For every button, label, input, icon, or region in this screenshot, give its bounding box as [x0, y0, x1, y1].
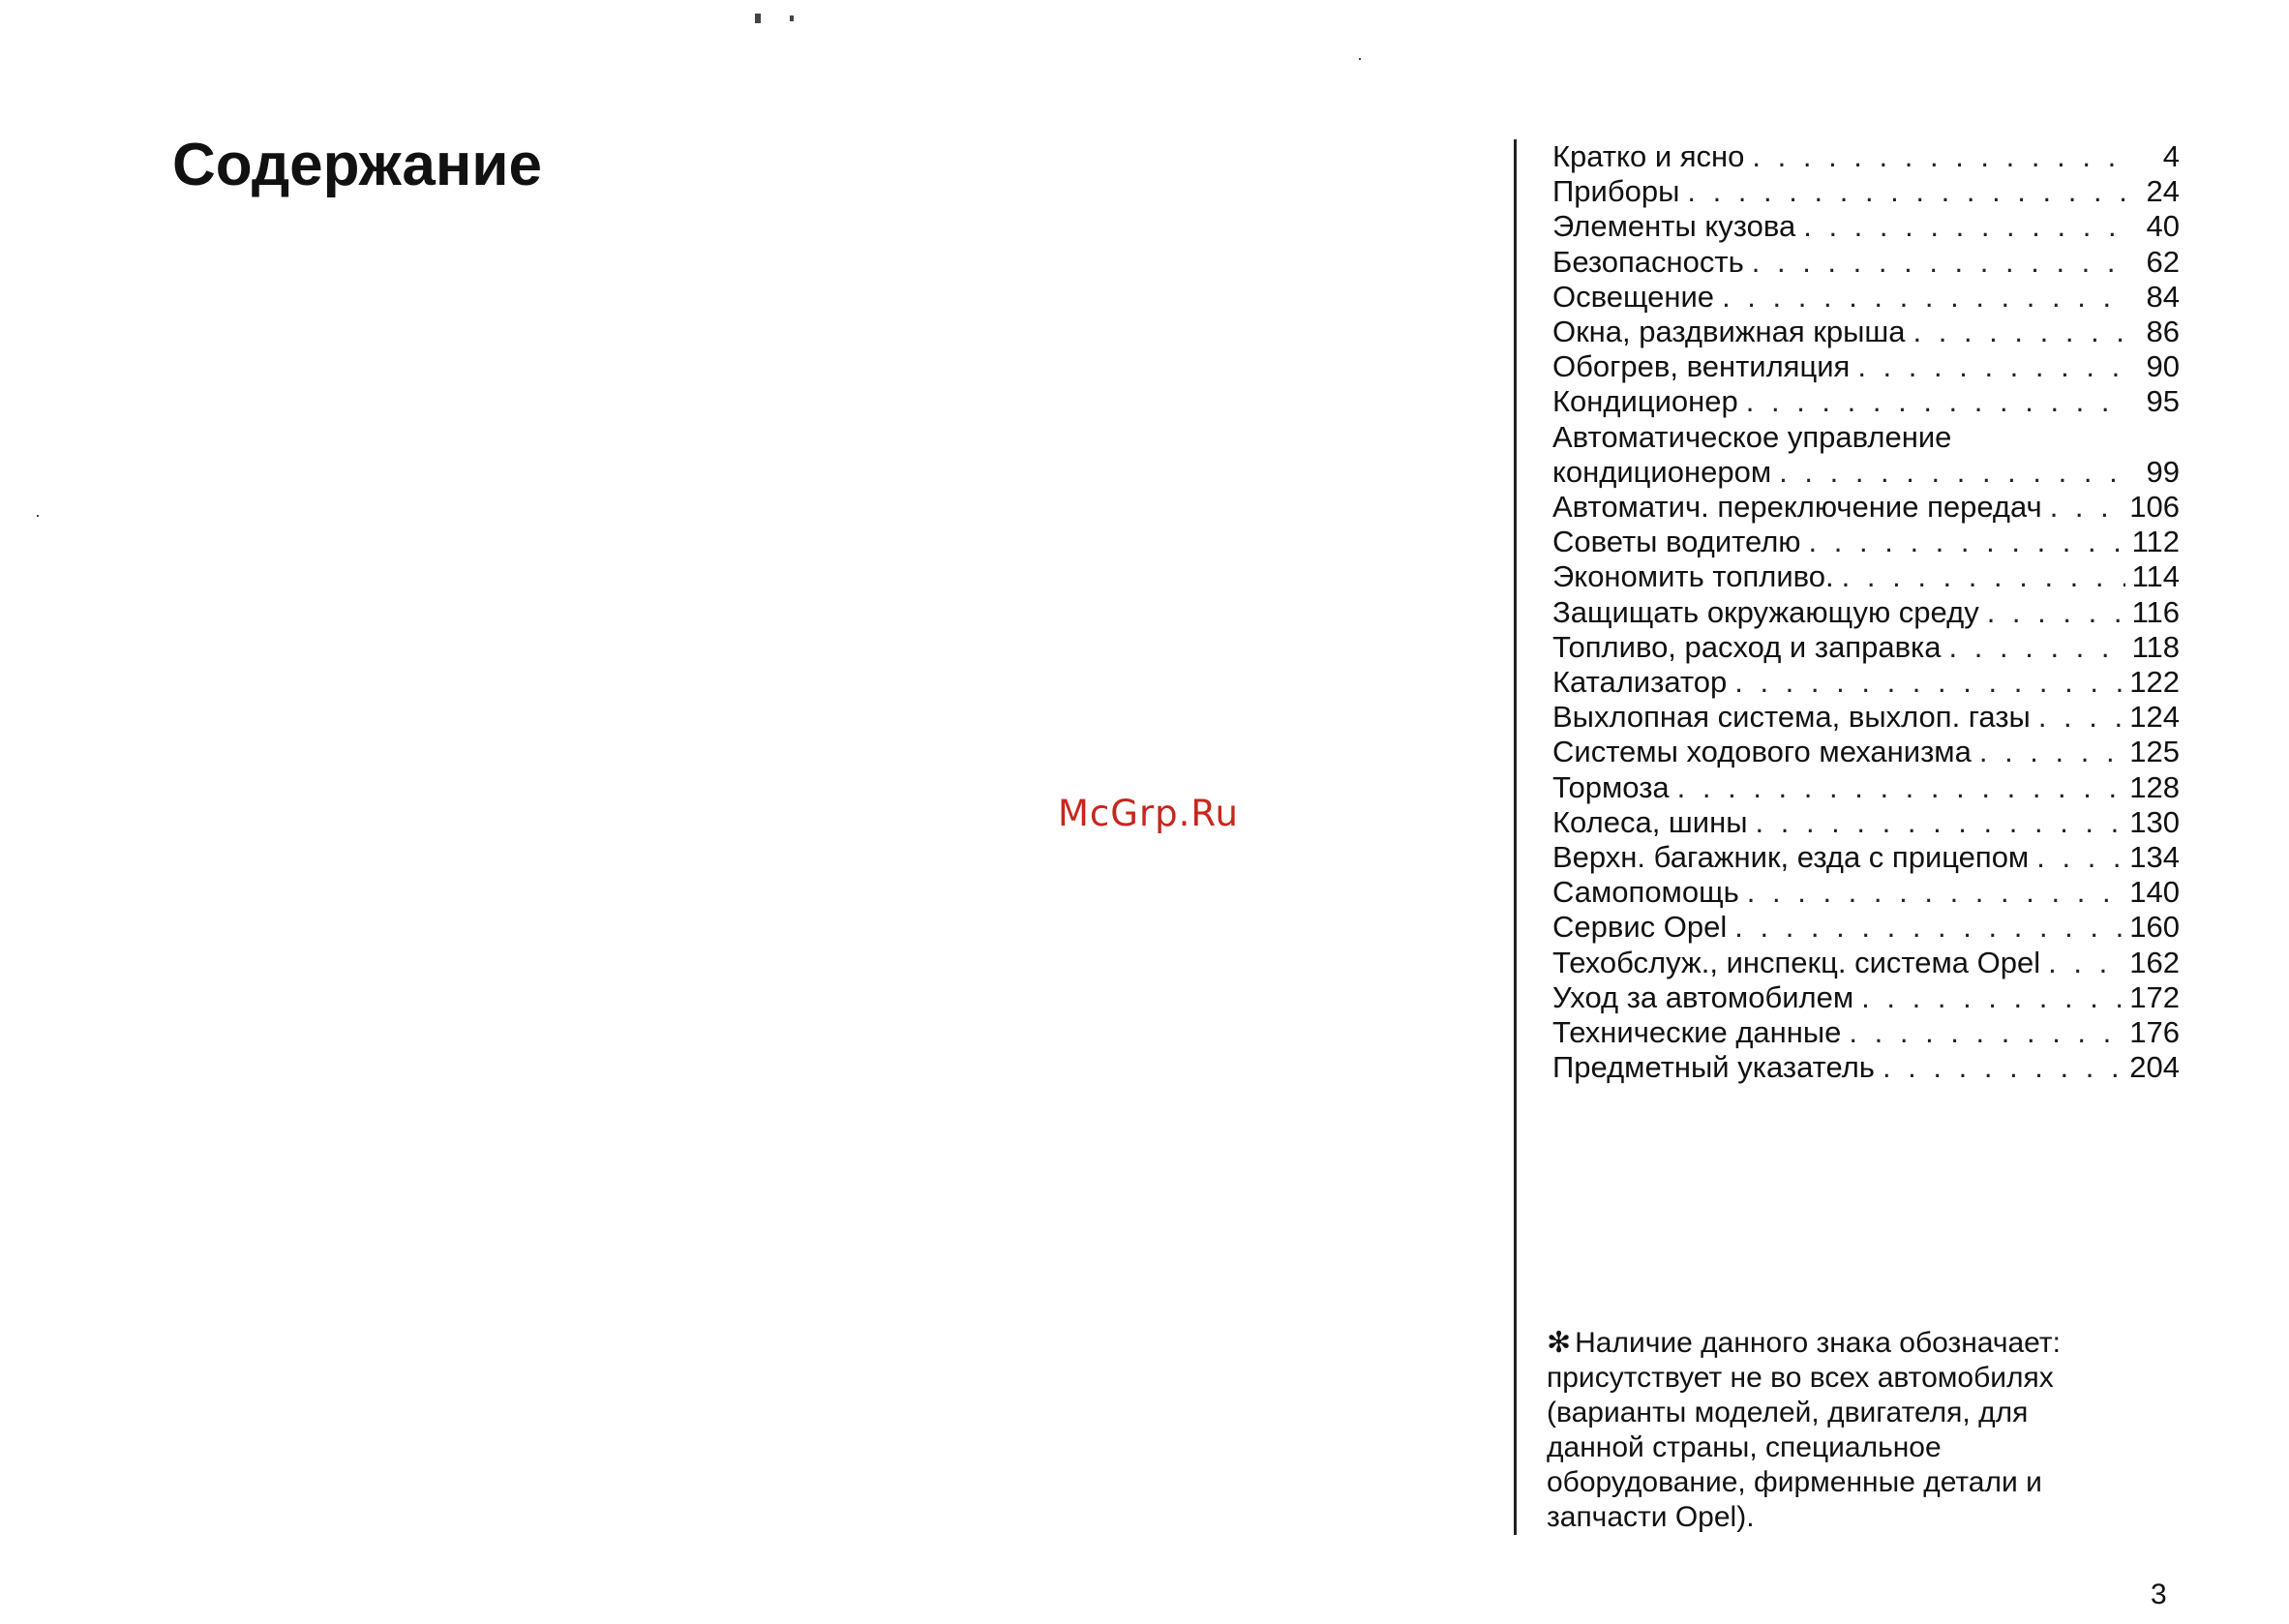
toc-item	[1552, 384, 2180, 419]
toc-item-page: 112	[2131, 525, 2180, 559]
toc-item-title: Топливо, расход и заправка	[1552, 629, 1942, 664]
page-number: 3	[2151, 1579, 2167, 1610]
toc-item-page: 116	[2131, 594, 2180, 629]
dot-leader	[1906, 315, 2126, 349]
toc-item-title: Защищать окружающую среду	[1552, 594, 1979, 629]
toc-item	[1552, 525, 2180, 559]
toc-item-page: 125	[2129, 735, 2180, 769]
footnote-line: (варианты моделей, двигателя, для	[1547, 1397, 2029, 1429]
dot-leader	[1979, 595, 2125, 630]
toc-item-title: Безопасность	[1552, 244, 1744, 279]
dot-leader	[1841, 1015, 2125, 1050]
toc-item-title: Обогрев, вентиляция	[1552, 349, 1851, 384]
toc-item	[1552, 700, 2180, 735]
toc-item-page: 204	[2129, 1050, 2180, 1085]
dot-leader	[1771, 455, 2125, 490]
dot-leader	[1853, 980, 2125, 1015]
page-title: Содержание	[172, 132, 542, 198]
toc-item	[1552, 630, 2180, 665]
toc-item-title: Катализатор	[1552, 665, 1728, 700]
dot-leader	[1727, 665, 2125, 700]
footnote-line: Наличие данного знака обозначает:	[1575, 1327, 2061, 1359]
toc-item-page: 40	[2146, 209, 2180, 244]
toc-item-page: 62	[2146, 244, 2180, 279]
dot-leader	[2042, 490, 2125, 525]
toc-item-title: Техобслуж., инспекц. система Opel	[1552, 945, 2041, 979]
toc-item-page: 140	[2129, 875, 2180, 910]
toc-item-page: 122	[2129, 665, 2180, 700]
toc-item	[1552, 840, 2180, 875]
toc-item-title: Экономить топливо.	[1552, 559, 1834, 594]
toc-item-page: 130	[2129, 804, 2180, 839]
dot-leader	[1795, 209, 2125, 244]
watermark: McGrp.Ru	[1058, 793, 1239, 834]
scan-speck	[790, 15, 794, 21]
toc-item-title: Кратко и ясно	[1552, 139, 1745, 173]
toc-item-title: Технические данные	[1552, 1015, 1842, 1050]
toc-item-title: Колеса, шины	[1552, 804, 1748, 839]
dot-leader	[1670, 770, 2125, 805]
dot-leader	[1727, 910, 2125, 945]
toc-item-page: 95	[2146, 384, 2180, 419]
toc-item	[1552, 174, 2180, 209]
toc-item-page: 134	[2129, 840, 2180, 875]
toc-item-page: 160	[2129, 910, 2180, 945]
footnote	[1547, 1326, 2166, 1535]
dot-leader	[2029, 840, 2125, 875]
toc-item-title: Советы водителю	[1552, 525, 1801, 559]
toc-item	[1552, 875, 2180, 910]
toc-item	[1552, 910, 2180, 945]
dot-leader	[1801, 525, 2125, 559]
toc-item-page: 124	[2129, 700, 2180, 735]
dot-leader	[1850, 349, 2125, 384]
toc-item-title: Выхлопная система, выхлоп. газы	[1552, 700, 2031, 735]
toc-item-page: 86	[2146, 315, 2180, 349]
toc-item	[1552, 349, 2180, 384]
asterisk-icon: ✻	[1547, 1327, 1572, 1359]
table-of-contents	[1552, 139, 2180, 1085]
footnote-line: присутствует не во всех автомобилях	[1547, 1362, 2054, 1394]
dot-leader	[1875, 1050, 2125, 1085]
scan-speck	[755, 14, 761, 23]
toc-item-page: 106	[2129, 490, 2180, 525]
dot-leader	[1972, 735, 2125, 769]
column-divider	[1514, 139, 1517, 1535]
toc-item-title: кондиционером	[1552, 454, 1772, 489]
toc-item-title: Освещение	[1552, 279, 1715, 314]
toc-item	[1552, 280, 2180, 315]
toc-item-title: Сервис Opel	[1552, 910, 1728, 945]
toc-item	[1552, 139, 2180, 174]
dot-leader	[2040, 946, 2125, 980]
footnote-line: данной страны, специальное	[1547, 1431, 1942, 1463]
dot-leader	[1714, 280, 2125, 315]
toc-item-page: 172	[2129, 979, 2180, 1014]
toc-item-title: Элементы кузова	[1552, 209, 1796, 244]
toc-item	[1552, 490, 2180, 525]
footnote-line: запчасти Opel).	[1547, 1501, 1755, 1533]
toc-item-title: Системы ходового механизма	[1552, 735, 1972, 769]
toc-item-page: 24	[2146, 174, 2180, 209]
toc-item	[1552, 209, 2180, 244]
scan-speck	[1359, 58, 1361, 60]
scan-speck	[37, 515, 39, 517]
dot-leader	[1942, 630, 2125, 665]
toc-item-title: Окна, раздвижная крыша	[1552, 315, 1906, 349]
toc-item	[1552, 559, 2180, 594]
toc-item	[1552, 315, 2180, 349]
dot-leader	[1748, 805, 2126, 840]
dot-leader	[1834, 559, 2125, 594]
dot-leader	[2031, 700, 2125, 735]
toc-item	[1552, 735, 2180, 769]
toc-item-title: Автоматич. переключение передач	[1552, 490, 2042, 525]
toc-item-title-line: Автоматическое управление	[1552, 419, 1952, 454]
dot-leader	[1738, 384, 2125, 419]
toc-item-title: Тормоза	[1552, 769, 1670, 804]
toc-item	[1552, 1015, 2180, 1050]
toc-item	[1552, 595, 2180, 630]
toc-item	[1552, 980, 2180, 1015]
toc-item	[1552, 770, 2180, 805]
dot-leader	[1744, 139, 2125, 174]
toc-item-page: 84	[2146, 279, 2180, 314]
toc-item-page: 118	[2131, 629, 2180, 664]
dot-leader	[1739, 875, 2125, 910]
toc-item	[1552, 946, 2180, 980]
toc-item	[1552, 1050, 2180, 1085]
toc-item-page: 99	[2146, 454, 2180, 489]
toc-item	[1552, 245, 2180, 280]
toc-item-page: 4	[2162, 139, 2180, 173]
toc-item-title: Уход за автомобилем	[1552, 979, 1854, 1014]
toc-item	[1552, 805, 2180, 840]
toc-item-page: 162	[2129, 945, 2180, 979]
toc-item-title: Кондиционер	[1552, 384, 1738, 419]
toc-item-title: Приборы	[1552, 174, 1680, 209]
toc-item-title: Самопомощь	[1552, 875, 1739, 910]
toc-item-title: Верхн. багажник, езда с прицепом	[1552, 840, 2030, 875]
footnote-line: оборудование, фирменные детали и	[1547, 1466, 2042, 1498]
toc-item-page: 114	[2131, 559, 2180, 594]
toc-item-page: 176	[2129, 1015, 2180, 1050]
toc-item-title: Предметный указатель	[1552, 1050, 1875, 1085]
toc-item	[1552, 665, 2180, 700]
dot-leader	[1679, 174, 2125, 209]
toc-item	[1552, 455, 2180, 490]
toc-item-page: 90	[2146, 349, 2180, 384]
toc-item-page: 128	[2129, 769, 2180, 804]
dot-leader	[1744, 245, 2125, 280]
